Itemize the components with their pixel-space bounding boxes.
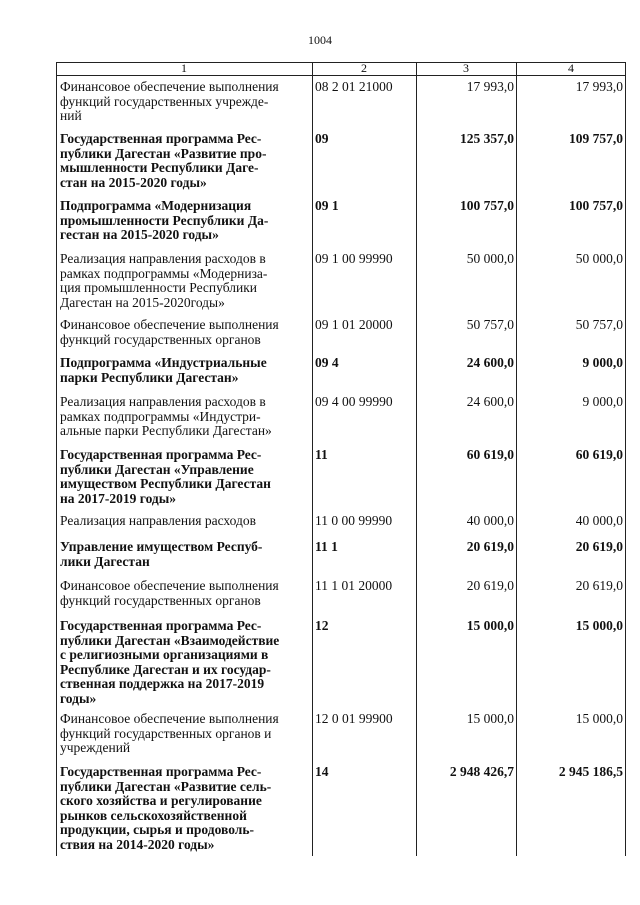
row-value-col4: 100 757,0 bbox=[569, 198, 623, 213]
row-name: Подпрограмма «Индустриальные парки Республики Дагестан» bbox=[60, 355, 267, 385]
budget-table bbox=[56, 62, 626, 856]
row-value-col3: 40 000,0 bbox=[466, 513, 514, 528]
row-code: 09 1 bbox=[315, 198, 339, 213]
row-value-col4: 20 619,0 bbox=[575, 578, 623, 593]
row-name: Финансовое обеспечение выполнения функций государственных органов bbox=[60, 578, 279, 608]
row-value-col3: 20 619,0 bbox=[466, 578, 514, 593]
row-code: 11 bbox=[315, 447, 328, 462]
row-code: 11 0 00 99990 bbox=[315, 513, 393, 528]
row-code: 11 1 bbox=[315, 539, 338, 554]
row-code: 12 bbox=[315, 618, 329, 633]
row-value-col3: 24 600,0 bbox=[466, 394, 514, 409]
row-value-col3: 17 993,0 bbox=[466, 79, 514, 94]
row-name: Государственная программа Рес- публики Дагестан «Развитие про- мышленности Республики Даге- стан на 2015-2020 годы» bbox=[60, 131, 267, 190]
row-name: Государственная программа Рес- публики Дагестан «Взаимодействие с религиозными организациями в Республике Дагестан и их государ- ственная поддержка на 2017-2019 годы» bbox=[60, 618, 280, 706]
row-name: Управление имуществом Респуб- лики Дагестан bbox=[60, 539, 263, 569]
row-value-col4: 40 000,0 bbox=[575, 513, 623, 528]
row-value-col4: 15 000,0 bbox=[575, 711, 623, 726]
row-name: Реализация направления расходов bbox=[60, 513, 257, 528]
row-value-col4: 109 757,0 bbox=[569, 131, 623, 146]
row-value-col3: 24 600,0 bbox=[466, 355, 514, 370]
header-col-2: 2 bbox=[361, 61, 367, 75]
column-border bbox=[312, 62, 313, 856]
row-code: 09 4 00 99990 bbox=[315, 394, 393, 409]
row-value-col4: 50 757,0 bbox=[575, 317, 623, 332]
row-code: 09 bbox=[315, 131, 329, 146]
header-col-1: 1 bbox=[181, 61, 187, 75]
row-value-col3: 15 000,0 bbox=[466, 618, 514, 633]
page-number: 1004 bbox=[308, 33, 332, 47]
row-code: 09 1 01 20000 bbox=[315, 317, 393, 332]
row-value-col4: 60 619,0 bbox=[575, 447, 623, 462]
row-name: Подпрограмма «Модернизация промышленности Республики Да- гестан на 2015-2020 годы» bbox=[60, 198, 269, 242]
row-code: 12 0 01 99900 bbox=[315, 711, 393, 726]
header-bottom-border bbox=[56, 75, 626, 76]
row-name: Государственная программа Рес- публики Дагестан «Управление имуществом Республики Дагестан на 2017-2019 годы» bbox=[60, 447, 271, 506]
row-value-col3: 50 757,0 bbox=[466, 317, 514, 332]
column-border bbox=[625, 62, 626, 856]
row-code: 14 bbox=[315, 764, 329, 779]
row-value-col4: 20 619,0 bbox=[575, 539, 623, 554]
row-name: Реализация направления расходов в рамках подпрограммы «Модерниза- ция промышленности Республики Дагестан на 2015-2020годы» bbox=[60, 251, 268, 310]
row-code: 08 2 01 21000 bbox=[315, 79, 393, 94]
row-name: Финансовое обеспечение выполнения функций государственных учрежде- ний bbox=[60, 79, 279, 123]
row-name: Реализация направления расходов в рамках подпрограммы «Индустри- альные парки Республики Дагестан» bbox=[60, 394, 272, 438]
row-value-col4: 9 000,0 bbox=[582, 355, 623, 370]
row-name: Финансовое обеспечение выполнения функций государственных органов и учреждений bbox=[60, 711, 279, 755]
row-code: 11 1 01 20000 bbox=[315, 578, 393, 593]
row-value-col3: 15 000,0 bbox=[466, 711, 514, 726]
header-col-3: 3 bbox=[463, 61, 469, 75]
row-name: Финансовое обеспечение выполнения функций государственных органов bbox=[60, 317, 279, 347]
row-value-col4: 9 000,0 bbox=[582, 394, 623, 409]
row-name: Государственная программа Рес- публики Дагестан «Развитие сель- ского хозяйства и регулирование рынков сельскохозяйственной продукции, сырья и продоволь- ствия на 2014-2020 годы» bbox=[60, 764, 272, 852]
row-code: 09 1 00 99990 bbox=[315, 251, 393, 266]
row-value-col3: 60 619,0 bbox=[466, 447, 514, 462]
row-value-col3: 100 757,0 bbox=[460, 198, 514, 213]
row-value-col3: 20 619,0 bbox=[466, 539, 514, 554]
row-value-col3: 50 000,0 bbox=[466, 251, 514, 266]
row-value-col3: 2 948 426,7 bbox=[449, 764, 514, 779]
header-col-4: 4 bbox=[568, 61, 574, 75]
column-border bbox=[416, 62, 417, 856]
row-value-col3: 125 357,0 bbox=[460, 131, 514, 146]
row-value-col4: 2 945 186,5 bbox=[558, 764, 623, 779]
row-value-col4: 17 993,0 bbox=[575, 79, 623, 94]
row-code: 09 4 bbox=[315, 355, 339, 370]
row-value-col4: 15 000,0 bbox=[575, 618, 623, 633]
column-border bbox=[56, 62, 57, 856]
row-value-col4: 50 000,0 bbox=[575, 251, 623, 266]
